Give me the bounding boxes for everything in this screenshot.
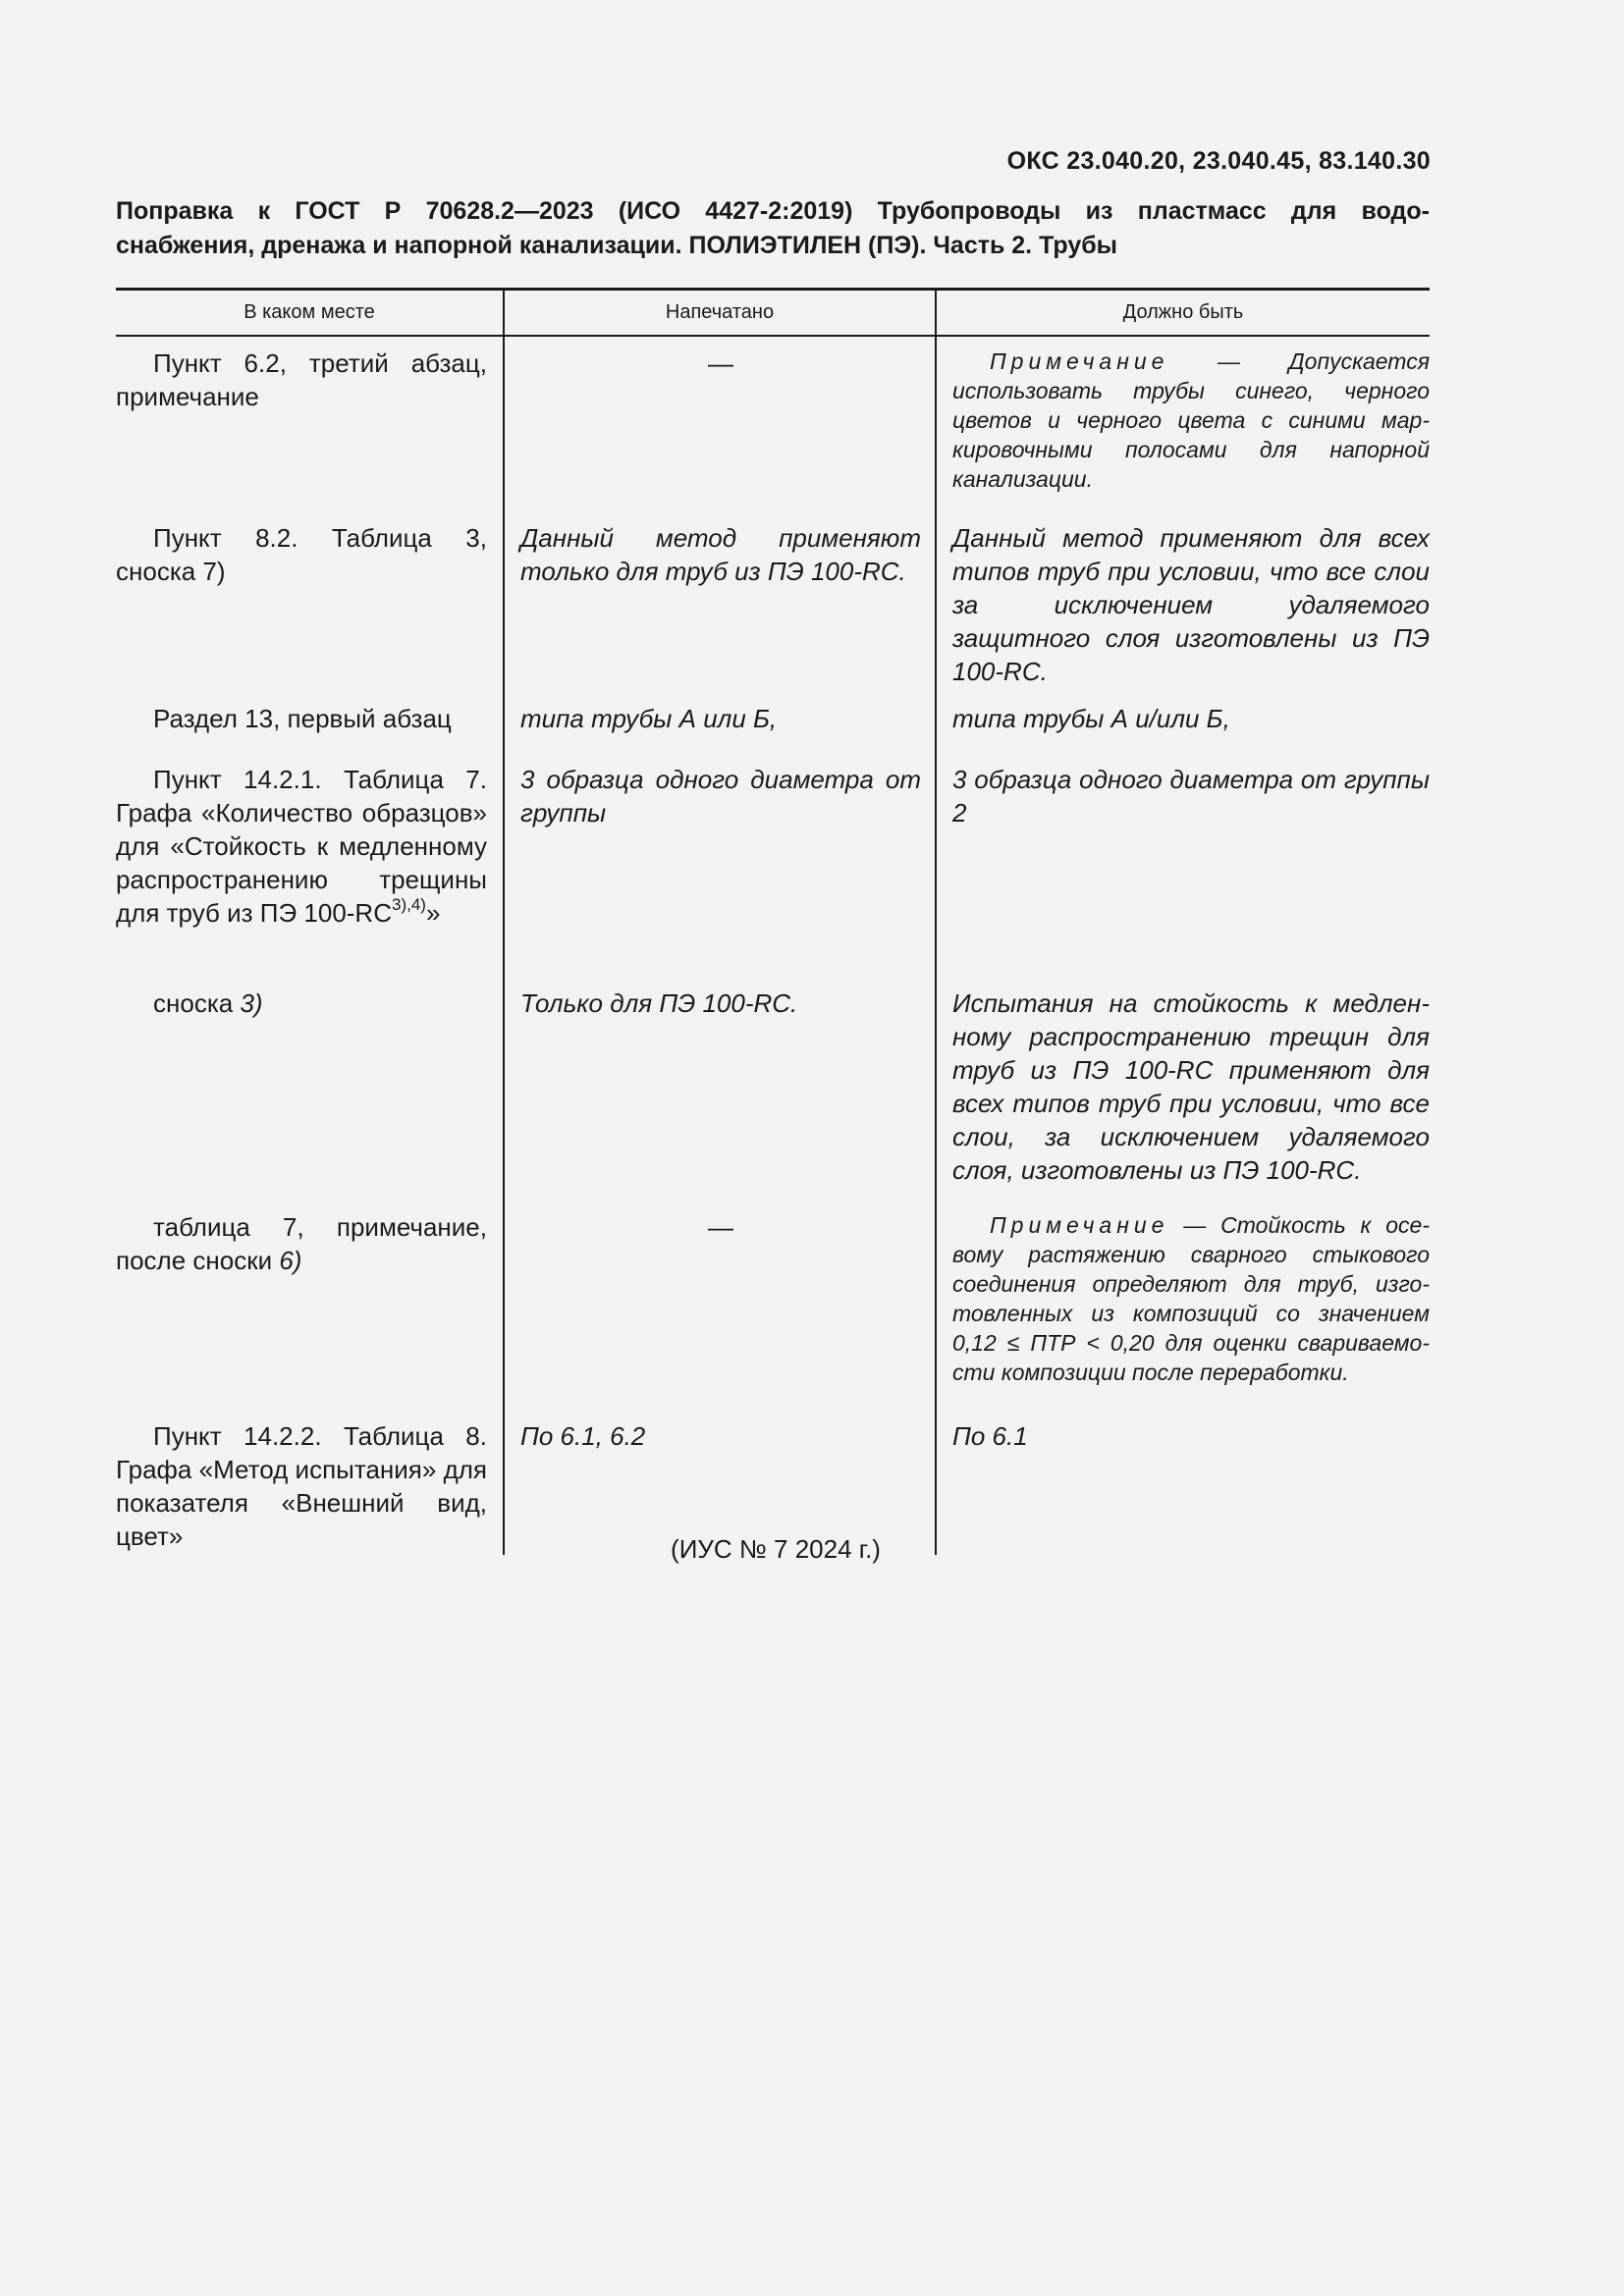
document-title-line-2: снабжения, дренажа и напорной канализации. ПОЛИЭТИЛЕН (ПЭ). Часть 2. Трубы (116, 232, 1118, 259)
cell-should-be: Примечание — Стойкость к осевому растяжению сварного стыкового соединения определяют для труб, изготовленных из композиций со значением 0,12 ≤ ПТР < 0,20 для оценки свариваемости композиции после переработки. (936, 1201, 1430, 1410)
cell-where: Пункт 14.2.1. Таблица 7. Графа «Количество образцов» для «Стойкость к медленному распространению трещины для труб из ПЭ $100-RC^{3),4)}$» (116, 765, 487, 928)
cell-printed: Данный метод применяют только для труб из ПЭ 100-RC. (504, 511, 936, 692)
cell-where: таблица 7, примечание, после сноски 6) (116, 1212, 487, 1275)
table-row (116, 692, 1430, 753)
cell-should-be: Данный метод применяют для всех типов труб при условии, что все слои за исключением удаляемого защитного слоя изготовлены из ПЭ 100-RC. (936, 511, 1430, 692)
table-header-row (116, 290, 1430, 337)
column-header-printed: Напечатано (504, 290, 936, 337)
cell-where: сноска 3) (153, 988, 263, 1018)
note-label: Примечание (990, 348, 1169, 374)
cell-where: Пункт 6.2, третий абзац, примечание (116, 348, 487, 411)
column-header-where: В каком месте (116, 290, 504, 337)
amendment-table (116, 288, 1430, 1555)
cell-should-be: Примечание — Допускается использовать трубы синего, черного цветов и черного цвета с синими маркировочными полосами для напорной канализации. (936, 336, 1430, 511)
cell-printed: — (504, 336, 936, 511)
cell-where: Пункт 14.2.2. Таблица 8. Графа «Метод испытания» для показателя «Внешний вид, цвет» (116, 1421, 487, 1551)
table-row (116, 336, 1430, 511)
cell-should-be: типа трубы А и/или Б, (936, 692, 1430, 753)
table-row (116, 511, 1430, 692)
cell-where: Пункт 8.2. Таблица 3, сноска 7) (116, 523, 487, 586)
cell-should-be: 3 образца одного диаметра от группы 2 (936, 753, 1430, 977)
cell-printed: Только для ПЭ 100-RC. (504, 977, 936, 1201)
cell-printed: По 6.1, 6.2 (504, 1410, 936, 1555)
table-row (116, 753, 1430, 977)
cell-should-be: По 6.1 (936, 1410, 1430, 1555)
table-row (116, 1410, 1430, 1555)
note-label: Примечание (990, 1212, 1169, 1238)
table-row (116, 1201, 1430, 1410)
document-title (116, 194, 1430, 263)
document-title-line-1: Поправка к ГОСТ Р 70628.2—2023 (ИСО 4427-2:2019) Трубопроводы из пластмасс для водо- (116, 197, 1430, 225)
cell-where: Раздел 13, первый абзац (153, 704, 452, 733)
column-header-should-be: Должно быть (936, 290, 1430, 337)
cell-printed: 3 образца одного диаметра от группы (504, 753, 936, 977)
publication-footer: (ИУС № 7 2024 г.) (671, 1534, 881, 1564)
classification-code: ОКС 23.040.20, 23.040.45, 83.140.30 (1006, 147, 1431, 175)
cell-printed: типа трубы А или Б, (504, 692, 936, 753)
cell-should-be: Испытания на стойкость к медленному распространению трещин для труб из ПЭ 100-RC применяют для всех типов труб при условии, что все слои, за исключением удаляемого слоя, изготовлены из ПЭ 100-RC. (936, 977, 1430, 1201)
table-row (116, 977, 1430, 1201)
cell-printed: — (504, 1201, 936, 1410)
